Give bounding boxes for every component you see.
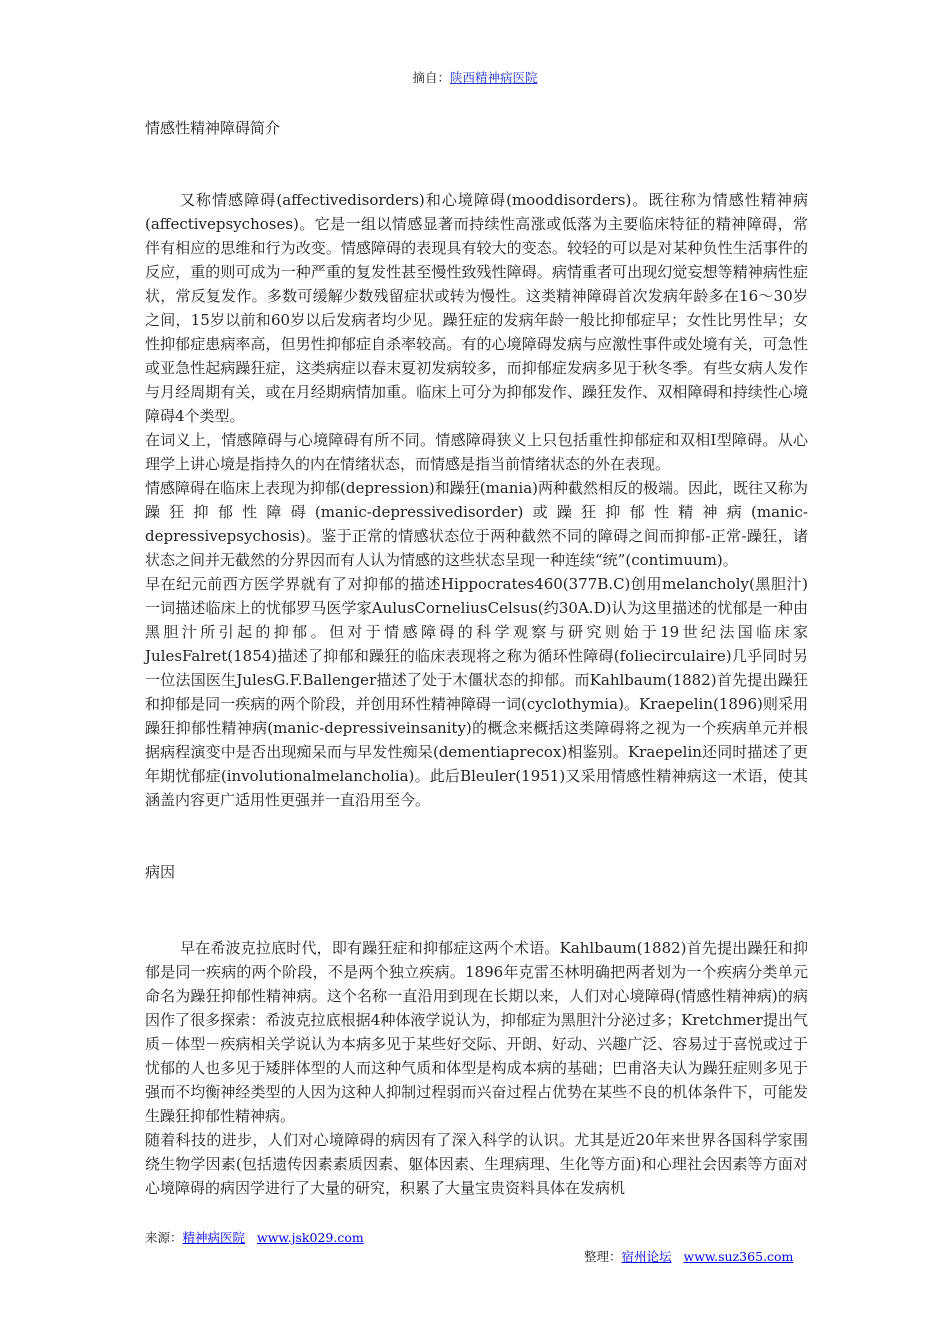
paragraph: 情感障碍在临床上表现为抑郁(depression)和躁狂(mania)两种截然相反的极端。因此，既往又称为躁狂抑郁性障碍(manic-depressivedisorder)或躁狂抑郁性精神病(manic-depressivepsychosis)。鉴于正常的情感状态位于两种截然不同的障碍之间而抑郁-正常-躁狂，诸状态之间并无截然的分界因而有人认为情感的这些状态呈现一种连续“统”(contimuum)。	[145, 479, 808, 569]
paragraph: 又称情感障碍(affectivedisorders)和心境障碍(mooddisorders)。既往称为情感性精神病(affectivepsychoses)。它是一组以情感显著而持续性高涨或低落为主要临床特征的精神障碍，常伴有相应的思维和行为改变。情感障碍的表现具有较大的变态。较轻的可以是对某种负性生活事件的反应，重的则可成为一种严重的复发性甚至慢性致残性障碍。病情重者可出现幻觉妄想等精神病性症状，常反复发作。多数可缓解少数残留症状或转为慢性。这类精神障碍首次发病年龄多在16～30岁之间，15岁以前和60岁以后发病者均少见。躁狂症的发病年龄一般比抑郁症早；女性比男性早；女性抑郁症患病率高，但男性抑郁症自杀率较高。有的心境障碍发病与应激性事件或处境有关，可急性或亚急性起病躁狂症，这类病症以春末夏初发病较多，而抑郁症发病多见于秋冬季。有些女病人发作与月经周期有关，或在月经期病情加重。临床上可分为抑郁发作、躁狂发作、双相障碍和持续性心境障碍4个类型。	[145, 191, 808, 425]
footer-editor	[584, 1247, 793, 1265]
footer-source	[145, 1228, 364, 1246]
footer-editor-prefix: 整理：	[584, 1249, 622, 1264]
page-header	[0, 68, 950, 86]
header-prefix: 摘自：	[412, 70, 450, 85]
paragraph: 在词义上，情感障碍与心境障碍有所不同。情感障碍狭义上只包括重性抑郁症和双相I型障碍。从心理学上讲心境是指持久的内在情绪状态，而情感是指当前情绪状态的外在表现。	[145, 431, 808, 473]
footer-editor-url[interactable]: www.suz365.com	[683, 1249, 794, 1264]
footer-source-prefix: 来源：	[145, 1230, 183, 1245]
document-title: 情感性精神障碍简介	[145, 119, 281, 137]
footer-source-url[interactable]: www.jsk029.com	[257, 1230, 364, 1245]
paragraph: 早在纪元前西方医学界就有了对抑郁的描述Hippocrates460(377B.C)创用melancholy(黑胆汁)一词描述临床上的忧郁罗马医学家AulusCorneliusCelsus(约30A.D)认为这里描述的忧郁是一种由黑胆汁所引起的抑郁。但对于情感障碍的科学观察与研究则始于19世纪法国临床家JulesFalret(1854)描述了抑郁和躁狂的临床表现将之称为循环性障碍(foliecirculaire)几乎同时另一位法国医生JulesG.F.Ballenger描述了处于木僵状态的抑郁。而Kahlbaum(1882)首先提出躁狂和抑郁是同一疾病的两个阶段，并创用环性精神障碍一词(cyclothymia)。Kraepelin(1896)则采用躁狂抑郁性精神病(manic-depressiveinsanity)的概念来概括这类障碍将之视为一个疾病单元并根据病程演变中是否出现痴呆而与早发性痴呆(dementiaprecox)相鉴别。Kraepelin还同时描述了更年期忧郁症(involutionalmelancholia)。此后Bleuler(1951)又采用情感性精神病这一术语，使其涵盖内容更广适用性更强并一直沿用至今。	[145, 575, 808, 809]
section-heading-cause: 病因	[145, 863, 176, 881]
section-intro	[145, 188, 808, 812]
footer-editor-link[interactable]: 宿州论坛	[621, 1249, 672, 1264]
footer-source-link[interactable]: 精神病医院	[182, 1230, 246, 1245]
paragraph: 随着科技的进步，人们对心境障碍的病因有了深入科学的认识。尤其是近20年来世界各国科学家围绕生物学因素(包括遗传因素素质因素、躯体因素、生理病理、生化等方面)和心理社会因素等方面对心境障碍的病因学进行了大量的研究，积累了大量宝贵资料具体在发病机	[145, 1131, 808, 1197]
section-cause	[145, 936, 808, 1200]
header-source-link[interactable]: 陕西精神病医院	[450, 70, 538, 85]
paragraph: 早在希波克拉底时代，即有躁狂症和抑郁症这两个术语。Kahlbaum(1882)首先提出躁狂和抑郁是同一疾病的两个阶段，不是两个独立疾病。1896年克雷丕林明确把两者划为一个疾病分类单元命名为躁狂抑郁性精神病。这个名称一直沿用到现在长期以来，人们对心境障碍(情感性精神病)的病因作了很多探索：希波克拉底根据4种体液学说认为，抑郁症为黑胆汁分泌过多；Kretchmer提出气质－体型－疾病相关学说认为本病多见于某些好交际、开朗、好动、兴趣广泛、容易过于喜悦或过于忧郁的人也多见于矮胖体型的人而这种气质和体型是构成本病的基础；巴甫洛夫认为躁狂症则多见于强而不均衡神经类型的人因为这种人抑制过程弱而兴奋过程占优势在某些不良的机体条件下，可能发生躁狂抑郁性精神病。	[145, 939, 808, 1125]
